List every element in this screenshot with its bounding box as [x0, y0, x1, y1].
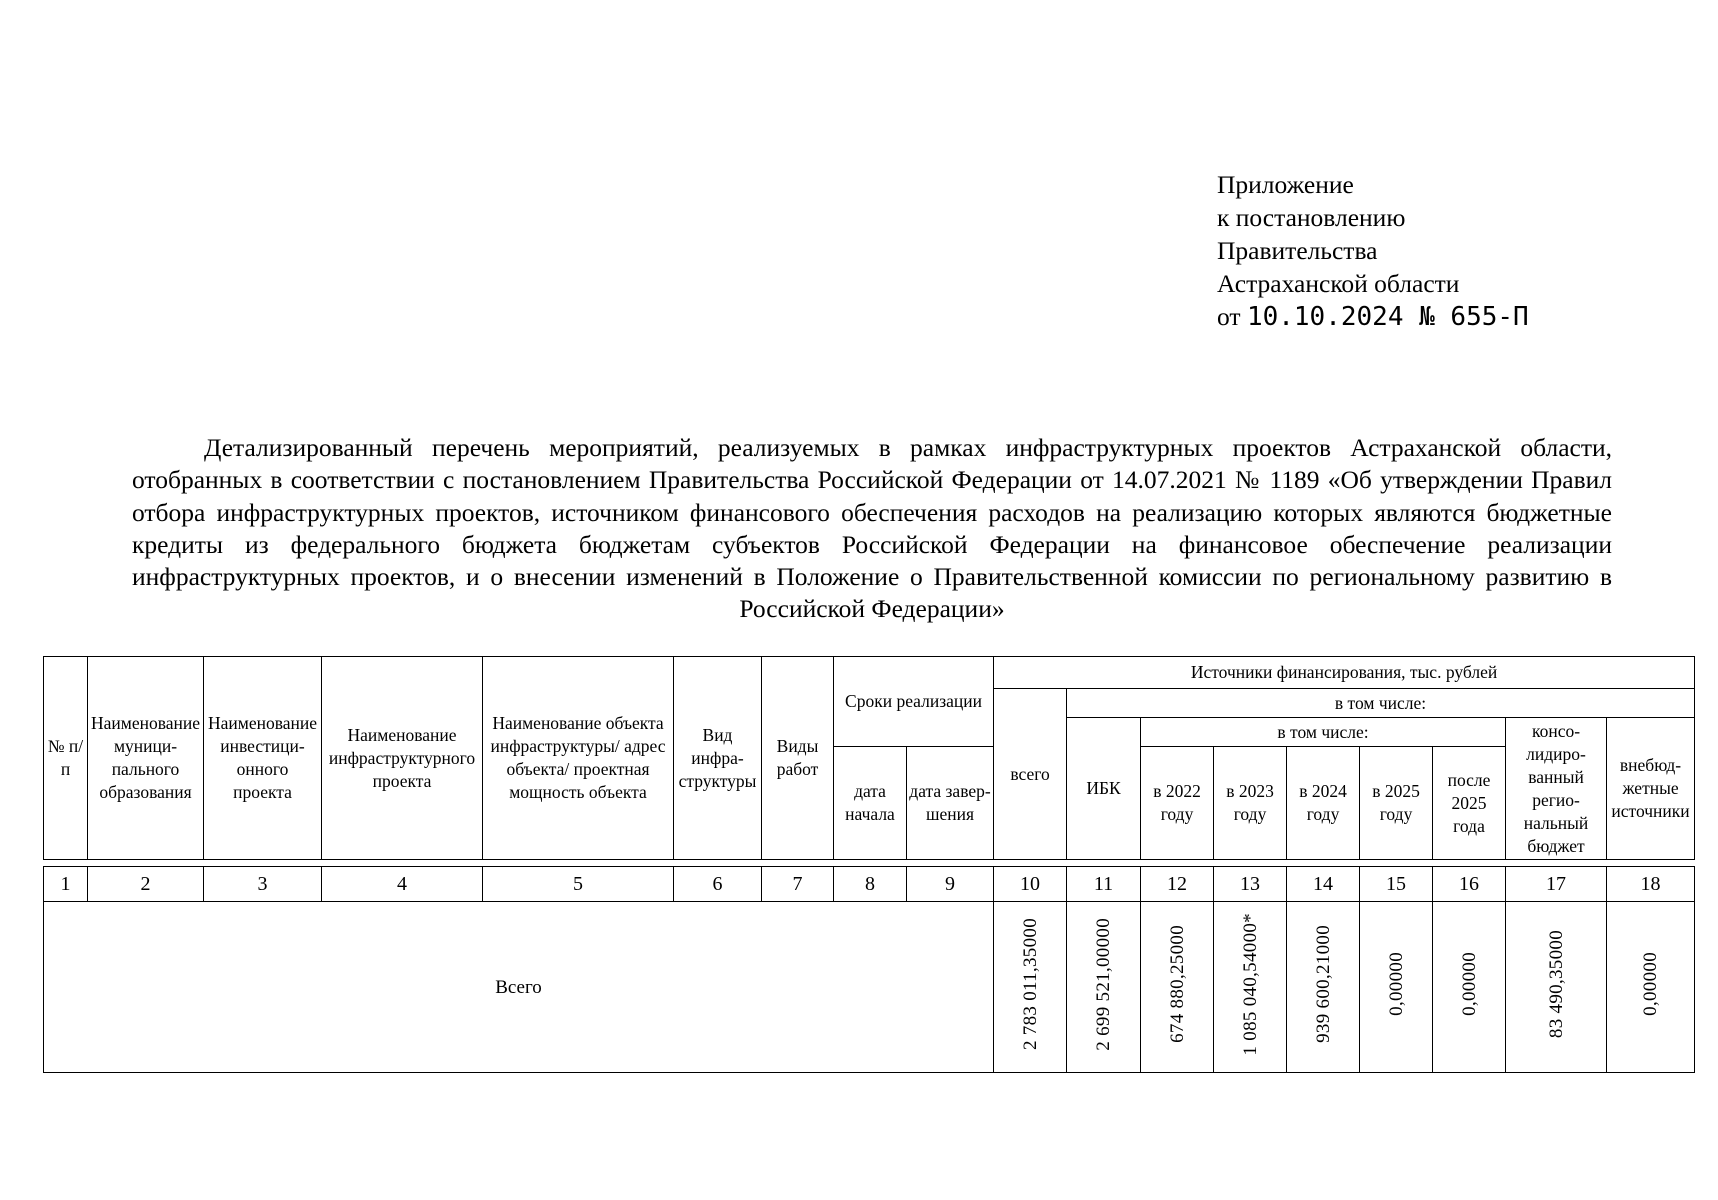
header-including-years: в том числе:	[1141, 718, 1506, 747]
value-text: 2 699 521,00000	[1093, 917, 1115, 1051]
header-object: Наименование объекта инфраструктуры/ адрес объекта/ проектная мощность объекта	[483, 657, 674, 860]
header-ibk: ИБК	[1067, 718, 1141, 860]
total-value-regional	[1506, 902, 1607, 1073]
value-text: 0,00000	[1385, 952, 1407, 1016]
total-value-2024	[1287, 902, 1360, 1073]
column-number: 3	[204, 867, 322, 902]
total-value-extra	[1607, 902, 1695, 1073]
document-title: Детализированный перечень мероприятий, реализуемых в рамках инфраструктурных проектов Астраханской области, отобранных в соответствии с постановлением Правительства Российской Федерации от 14.07.2021 № 1189 «Об утверждении Правил отбора инфраструктурных проектов, источником финансового обеспечения расходов на реализацию которых являются бюджетные кредиты из федерального бюджета бюджетам субъектов Российской Федерации на финансовое обеспечение реализации инфраструктурных проектов, и о внесении изменений в Положение о Правительственной комиссии по региональному развитию в Российской Федерации»	[132, 433, 1612, 624]
column-number: 18	[1607, 867, 1695, 902]
column-number: 10	[994, 867, 1067, 902]
value-text: 674 880,25000	[1166, 925, 1188, 1043]
header-2024: в 2024 году	[1287, 747, 1360, 860]
header-including: в том числе:	[1067, 689, 1695, 718]
column-number: 16	[1433, 867, 1506, 902]
appendix-line: Астраханской области	[1217, 269, 1460, 298]
total-value-all	[994, 902, 1067, 1073]
column-number: 7	[762, 867, 834, 902]
column-number: 8	[834, 867, 907, 902]
header-2022: в 2022 году	[1141, 747, 1214, 860]
value-text: 0,00000	[1458, 952, 1480, 1016]
column-number: 13	[1214, 867, 1287, 902]
column-number: 6	[674, 867, 762, 902]
column-number: 1	[44, 867, 88, 902]
header-2025: в 2025 году	[1360, 747, 1433, 860]
total-value-after-2025	[1433, 902, 1506, 1073]
total-value-ibk	[1067, 902, 1141, 1073]
column-number: 4	[322, 867, 483, 902]
appendix-block	[1217, 168, 1529, 334]
value-text: 0,00000	[1640, 952, 1662, 1016]
column-number: 17	[1506, 867, 1607, 902]
header-infra-type: Вид инфраструктуры	[674, 657, 762, 860]
appendix-line: к постановлению	[1217, 203, 1406, 232]
header-after-2025: после 2025 года	[1433, 747, 1506, 860]
header-funding: Источники финансирования, тыс. рублей	[994, 657, 1695, 689]
header-municipality: Наименование муниципального образования	[88, 657, 204, 860]
total-label: Всего	[44, 902, 994, 1073]
column-number: 11	[1067, 867, 1141, 902]
header-terms: Сроки реализации	[834, 657, 994, 747]
column-number: 14	[1287, 867, 1360, 902]
value-text: 939 600,21000	[1312, 925, 1334, 1043]
total-value-2023	[1214, 902, 1287, 1073]
appendix-line: Приложение	[1217, 170, 1354, 199]
header-end-date: дата завершения	[907, 747, 994, 860]
header-2023: в 2023 году	[1214, 747, 1287, 860]
header-start-date: дата начала	[834, 747, 907, 860]
column-number: 15	[1360, 867, 1433, 902]
column-number: 9	[907, 867, 994, 902]
value-text: 2 783 011,35000	[1019, 917, 1041, 1051]
total-value-2025	[1360, 902, 1433, 1073]
value-text: 1 085 040,54000*	[1239, 912, 1261, 1056]
total-value-2022	[1141, 902, 1214, 1073]
header-num: № п/п	[44, 657, 88, 860]
header-works: Виды работ	[762, 657, 834, 860]
column-number: 5	[483, 867, 674, 902]
header-regional-budget: консолидированный региональный бюджет	[1506, 718, 1607, 860]
header-total: всего	[994, 689, 1067, 860]
date-prefix: от	[1217, 302, 1241, 331]
column-number: 2	[88, 867, 204, 902]
table-row	[44, 902, 1695, 1073]
table-gap	[44, 860, 1695, 867]
value-text: 83 490,35000	[1545, 929, 1567, 1039]
appendix-line: Правительства	[1217, 236, 1378, 265]
decree-number: 10.10.2024 № 655-П	[1246, 302, 1529, 332]
column-number: 12	[1141, 867, 1214, 902]
financing-table	[43, 656, 1695, 1073]
appendix-date-line	[1217, 300, 1529, 334]
header-infra-project: Наименование инфраструктурного проекта	[322, 657, 483, 860]
column-number-row	[44, 867, 1695, 902]
header-extra-budget: внебюджетные источники	[1607, 718, 1695, 860]
header-investment-project: Наименование инвестиционного проекта	[204, 657, 322, 860]
